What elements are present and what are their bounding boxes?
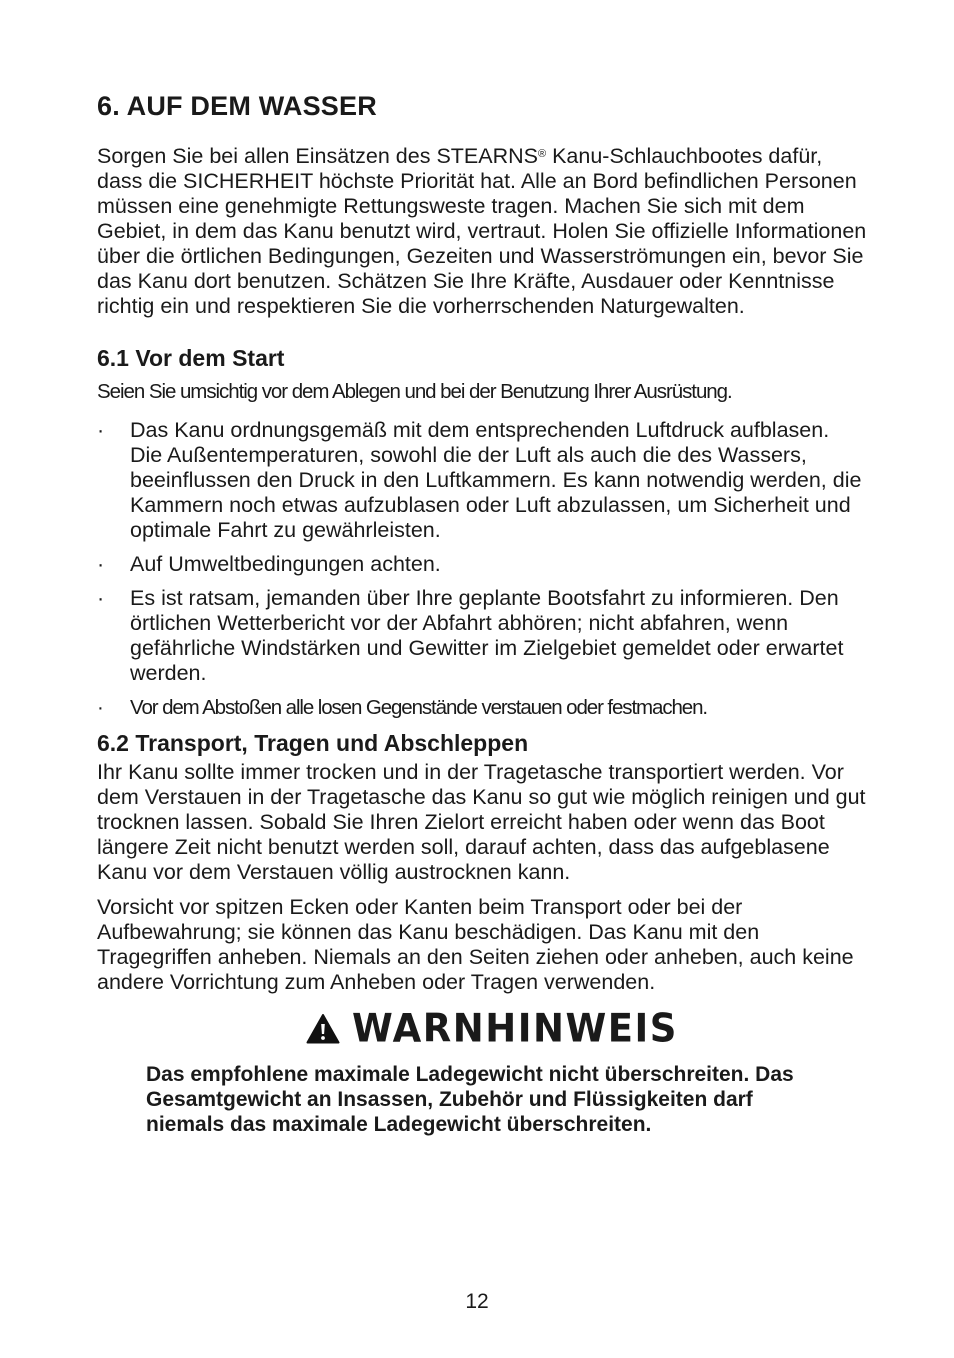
section-title: 6. AUF DEM WASSER <box>97 91 377 121</box>
bullet-dot: · <box>97 696 103 719</box>
list-item-text: Vor dem Abstoßen alle losen Gegenstände verstauen oder festmachen. <box>130 696 707 719</box>
list-item <box>97 418 867 543</box>
section-intro <box>97 144 867 319</box>
warning-triangle-icon <box>306 1013 340 1045</box>
intro-text-rest: Kanu-Schlauchbootes dafür, dass die SICHERHEIT höchste Priorität hat. Alle an Bord befindlichen Personen müssen eine genehmigte Rettungsweste tragen. Machen Sie sich mit dem Gebiet, in dem das Kanu benutzt wird, vertraut. Holen Sie offizielle Informationen über die örtlichen Bedingungen, Gezeiten und Wasserströmungen ein, bevor Sie das Kanu dort benutzen. Schätzen Sie Ihre Kräfte, Ausdauer oder Kenntnisse richtig ein und respektieren Sie die vorherrschenden Naturgewalten. <box>97 144 867 318</box>
list-item-text: Das Kanu ordnungsgemäß mit dem entsprechenden Luftdruck aufblasen. Die Außentemperaturen, sowohl die der Luft als auch die des Wassers, beeinflussen den Druck in den Luftkammern. Es kann notwendig werden, die Kammern noch etwas aufzublasen oder Luft abzulassen, um Sicherheit und optimale Fahrt zu gewährleisten. <box>130 418 862 542</box>
manual-page <box>97 88 867 1137</box>
start-checklist <box>97 418 867 720</box>
subsection-title-6-1: 6.1 Vor dem Start <box>97 345 285 371</box>
transport-paragraph-2: Vorsicht vor spitzen Ecken oder Kanten beim Transport oder bei der Aufbewahrung; sie können das Kanu beschädigen. Das Kanu mit den Tragegriffen anheben. Niemals an den Seiten ziehen oder anheben, auch keine andere Vorrichtung zum Anheben oder Tragen verwenden. <box>97 895 854 994</box>
registered-mark: ® <box>538 148 547 160</box>
list-item-text: Es ist ratsam, jemanden über Ihre geplante Bootsfahrt zu informieren. Den örtlichen Wetterbericht vor der Abfahrt abhören; nicht abfahren, wenn gefährliche Windstärken und Gewitter im Zielgebiet gemeldet oder erwartet werden. <box>130 586 844 685</box>
subsection-lead-6-1: Seien Sie umsichtig vor dem Ablegen und bei der Benutzung Ihrer Ausrüstung. <box>97 380 732 403</box>
list-item <box>97 586 867 686</box>
bullet-dot: · <box>97 552 105 576</box>
list-item <box>97 695 867 720</box>
list-item-text: Auf Umweltbedingungen achten. <box>130 552 441 576</box>
bullet-dot: · <box>97 418 105 442</box>
warning-header <box>97 1006 867 1052</box>
warning-text: Das empfohlene maximale Ladegewicht nicht überschreiten. Das Gesamtgewicht an Insassen, Zubehör und Flüssigkeiten darf niemals das maximale Ladegewicht überschreiten. <box>146 1063 794 1136</box>
transport-paragraph-1: Ihr Kanu sollte immer trocken und in der Tragetasche transportiert werden. Vor dem Verstauen in der Tragetasche das Kanu so gut wie möglich reinigen und gut trocknen lassen. Sobald Sie Ihren Zielort erreicht haben oder wenn das Boot längere Zeit nicht benutzt werden soll, darauf achten, dass das aufgeblasene Kanu vor dem Verstauen völlig austrocknen kann. <box>97 760 866 884</box>
page-number: 12 <box>465 1290 489 1313</box>
subsection-title-6-2: 6.2 Transport, Tragen und Abschleppen <box>97 730 529 756</box>
warning-title: WARNHINWEIS <box>352 1005 678 1052</box>
intro-text-start: Sorgen Sie bei allen Einsätzen des STEARNS <box>97 144 538 168</box>
list-item <box>97 552 867 577</box>
bullet-dot: · <box>97 586 105 610</box>
